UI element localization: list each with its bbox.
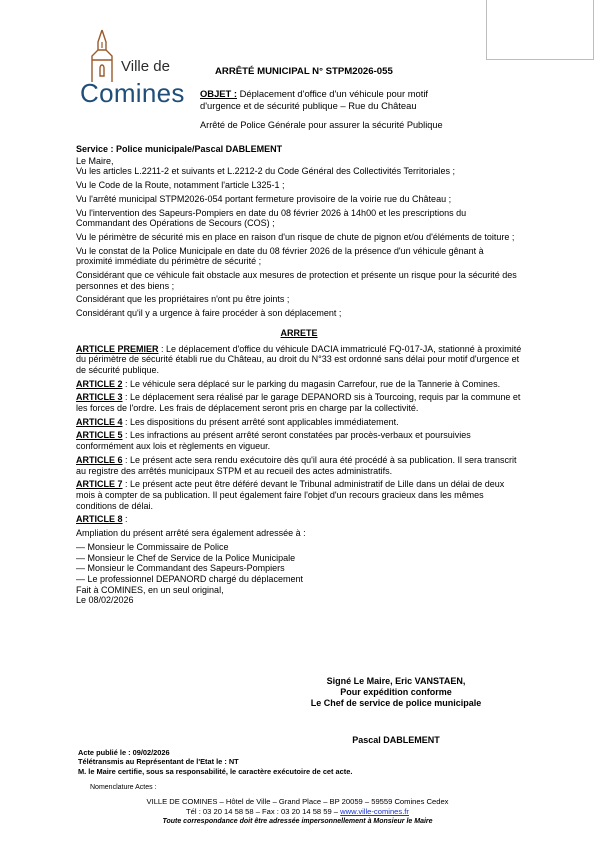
footer-contact bbox=[60, 807, 535, 817]
article-text: : bbox=[122, 514, 128, 525]
article-label: ARTICLE 5 bbox=[76, 430, 123, 441]
article-text: : Le véhicule sera déplacé sur le parking du magasin Carrefour, rue de la Tannerie à Comines. bbox=[122, 378, 501, 389]
article-4 bbox=[76, 417, 522, 428]
considerant-2: Vu le Code de la Route, notamment l'article L325-1 ; bbox=[76, 180, 285, 191]
arrete-heading: ARRETE bbox=[280, 327, 318, 338]
footer-correspondence: Toute correspondance doit être adressée impersonnellement à Monsieur le Maire bbox=[162, 818, 433, 825]
article-5 bbox=[76, 430, 522, 451]
article-8 bbox=[76, 514, 522, 525]
le-maire: Le Maire, bbox=[76, 155, 114, 166]
footer-address: VILLE DE COMINES – Hôtel de Ville – Grand Place – BP 20059 – 59559 Comines Cedex bbox=[146, 797, 449, 806]
signature-line-1: Signé Le Maire, Eric VANSTAEN, bbox=[326, 676, 466, 686]
logo-comines-text: Comines bbox=[80, 78, 185, 108]
object-label: OBJET : bbox=[200, 88, 237, 99]
publication-info bbox=[78, 748, 352, 776]
article-label: ARTICLE 8 bbox=[76, 514, 123, 525]
considerant-1: Vu les articles L.2211-2 et suivants et L.2212-2 du Code Général des Collectivités Territoriales ; bbox=[76, 166, 456, 177]
stamp-box bbox=[486, 0, 594, 60]
decree-subtitle: Arrêté de Police Générale pour assurer la sécurité Publique bbox=[200, 120, 443, 130]
article-2 bbox=[76, 379, 522, 390]
article-label: ARTICLE 2 bbox=[76, 378, 123, 389]
article-text: : Le présent acte peut être déféré devant le Tribunal administratif de Lille dans un délai de deux mois à compter de sa publication. Il peut également faire l'objet d'un recours gracieux dans les mêmes conditions de délai. bbox=[76, 479, 505, 511]
decree-body bbox=[76, 144, 522, 606]
recipient-4: — Le professionnel DEPANORD chargé du déplacement bbox=[76, 573, 303, 584]
considerant-5: Vu le périmètre de sécurité mis en place en raison d'un risque de chute de pignon et/ou d'éléments de toiture ; bbox=[76, 231, 515, 242]
article-text: : Les dispositions du présent arrêté sont applicables immédiatement. bbox=[122, 416, 399, 427]
executory-certification: M. le Maire certifie, sous sa responsabilité, le caractère exécutoire de cet acte. bbox=[78, 766, 353, 776]
church-icon bbox=[72, 28, 122, 84]
article-text: : Le déplacement d'office du véhicule DACIA immatriculé FQ-017-JA, stationné à proximité du périmètre de sécurité établi rue du Château, au droit du N°33 est ordonné sans délai pour motif d'urgence et de sécurité publique. bbox=[76, 343, 522, 375]
article-label: ARTICLE 7 bbox=[76, 479, 123, 490]
considerant-4: Vu l'intervention des Sapeurs-Pompiers en date du 08 février 2026 à 14h00 et les prescriptions du Commandant des Opérations de Secours (COS) ; bbox=[76, 207, 467, 229]
decree-object bbox=[200, 88, 470, 111]
website-link[interactable]: www.ville-comines.fr bbox=[340, 807, 409, 816]
city-logo bbox=[72, 28, 200, 112]
article-label: ARTICLE 4 bbox=[76, 416, 123, 427]
article-text: : Les infractions au présent arrêté seront constatées par procès-verbaux et poursuivies conformément aux lois et règlements en vigueur. bbox=[76, 430, 471, 452]
considerant-8: Considérant que les propriétaires n'ont pu être joints ; bbox=[76, 294, 290, 305]
nomenclature: Nomenclature Actes : bbox=[90, 784, 157, 791]
article-label: ARTICLE 3 bbox=[76, 392, 123, 403]
signature-block bbox=[270, 676, 522, 745]
article-label: ARTICLE PREMIER bbox=[76, 343, 159, 354]
service-line: Service : Police municipale/Pascal DABLEMENT bbox=[76, 144, 283, 154]
considerant-9: Considérant qu'il y a urgence à faire procéder à son déplacement ; bbox=[76, 308, 342, 319]
considerant-7: Considérant que ce véhicule fait obstacle aux mesures de protection et présente un risque pour la sécurité des personnes et des biens ; bbox=[76, 270, 517, 291]
decree-title: ARRÊTÉ MUNICIPAL N° STPM2026-055 bbox=[215, 66, 393, 77]
considerant-6: Vu le constat de la Police Municipale en date du 08 février 2026 de la présence d'un véhicule gênant à proximité immédiate du périmètre de sécurité ; bbox=[76, 245, 484, 267]
signer-name: Pascal DABLEMENT bbox=[352, 735, 440, 745]
article-1 bbox=[76, 344, 522, 376]
article-text: : Le déplacement sera réalisé par le garage DEPANORD sis à Tourcoing, requis par la commune et les forces de l'ordre. Les frais de déplacement seront pris en charge par la collectivité. bbox=[76, 392, 521, 414]
recipient-3: — Monsieur le Commandant des Sapeurs-Pompiers bbox=[76, 563, 285, 574]
article-3 bbox=[76, 392, 522, 413]
teletransmission: Télétransmis au Représentant de l'Etat le : NT bbox=[78, 757, 239, 767]
published-date: Acte publié le : 09/02/2026 bbox=[78, 748, 170, 757]
considerant-3: Vu l'arrêté municipal STPM2026-054 portant fermeture provisoire de la voirie rue du Château ; bbox=[76, 193, 452, 204]
signature-line-3: Le Chef de service de police municipale bbox=[310, 698, 482, 708]
ampliation: Ampliation du présent arrêté sera également adressée à : bbox=[76, 528, 306, 539]
footer-phone: Tél : 03 20 14 58 58 – Fax : 03 20 14 58 59 – bbox=[186, 807, 339, 816]
article-6 bbox=[76, 455, 522, 476]
recipient-1: — Monsieur le Commissaire de Police bbox=[76, 541, 229, 552]
decree-date: Le 08/02/2026 bbox=[76, 595, 134, 606]
article-text: : Le présent acte sera rendu exécutoire dès qu'il aura été procédé à sa publication. Il sera transcrit au registre des arrêtés municipaux STPM et au recueil des actes administratifs. bbox=[76, 454, 517, 476]
article-label: ARTICLE 6 bbox=[76, 454, 123, 465]
article-7 bbox=[76, 479, 522, 511]
fait-a: Fait à COMINES, en un seul original, bbox=[76, 584, 224, 595]
signature-line-2: Pour expédition conforme bbox=[340, 687, 452, 697]
recipient-2: — Monsieur le Chef de Service de la Police Municipale bbox=[76, 552, 296, 563]
logo-ville-text: Ville de bbox=[121, 58, 170, 75]
object-text: Déplacement d'office d'un véhicule pour motif d'urgence et de sécurité publique – Rue du Château bbox=[200, 88, 429, 111]
footer-address-block bbox=[60, 797, 535, 827]
